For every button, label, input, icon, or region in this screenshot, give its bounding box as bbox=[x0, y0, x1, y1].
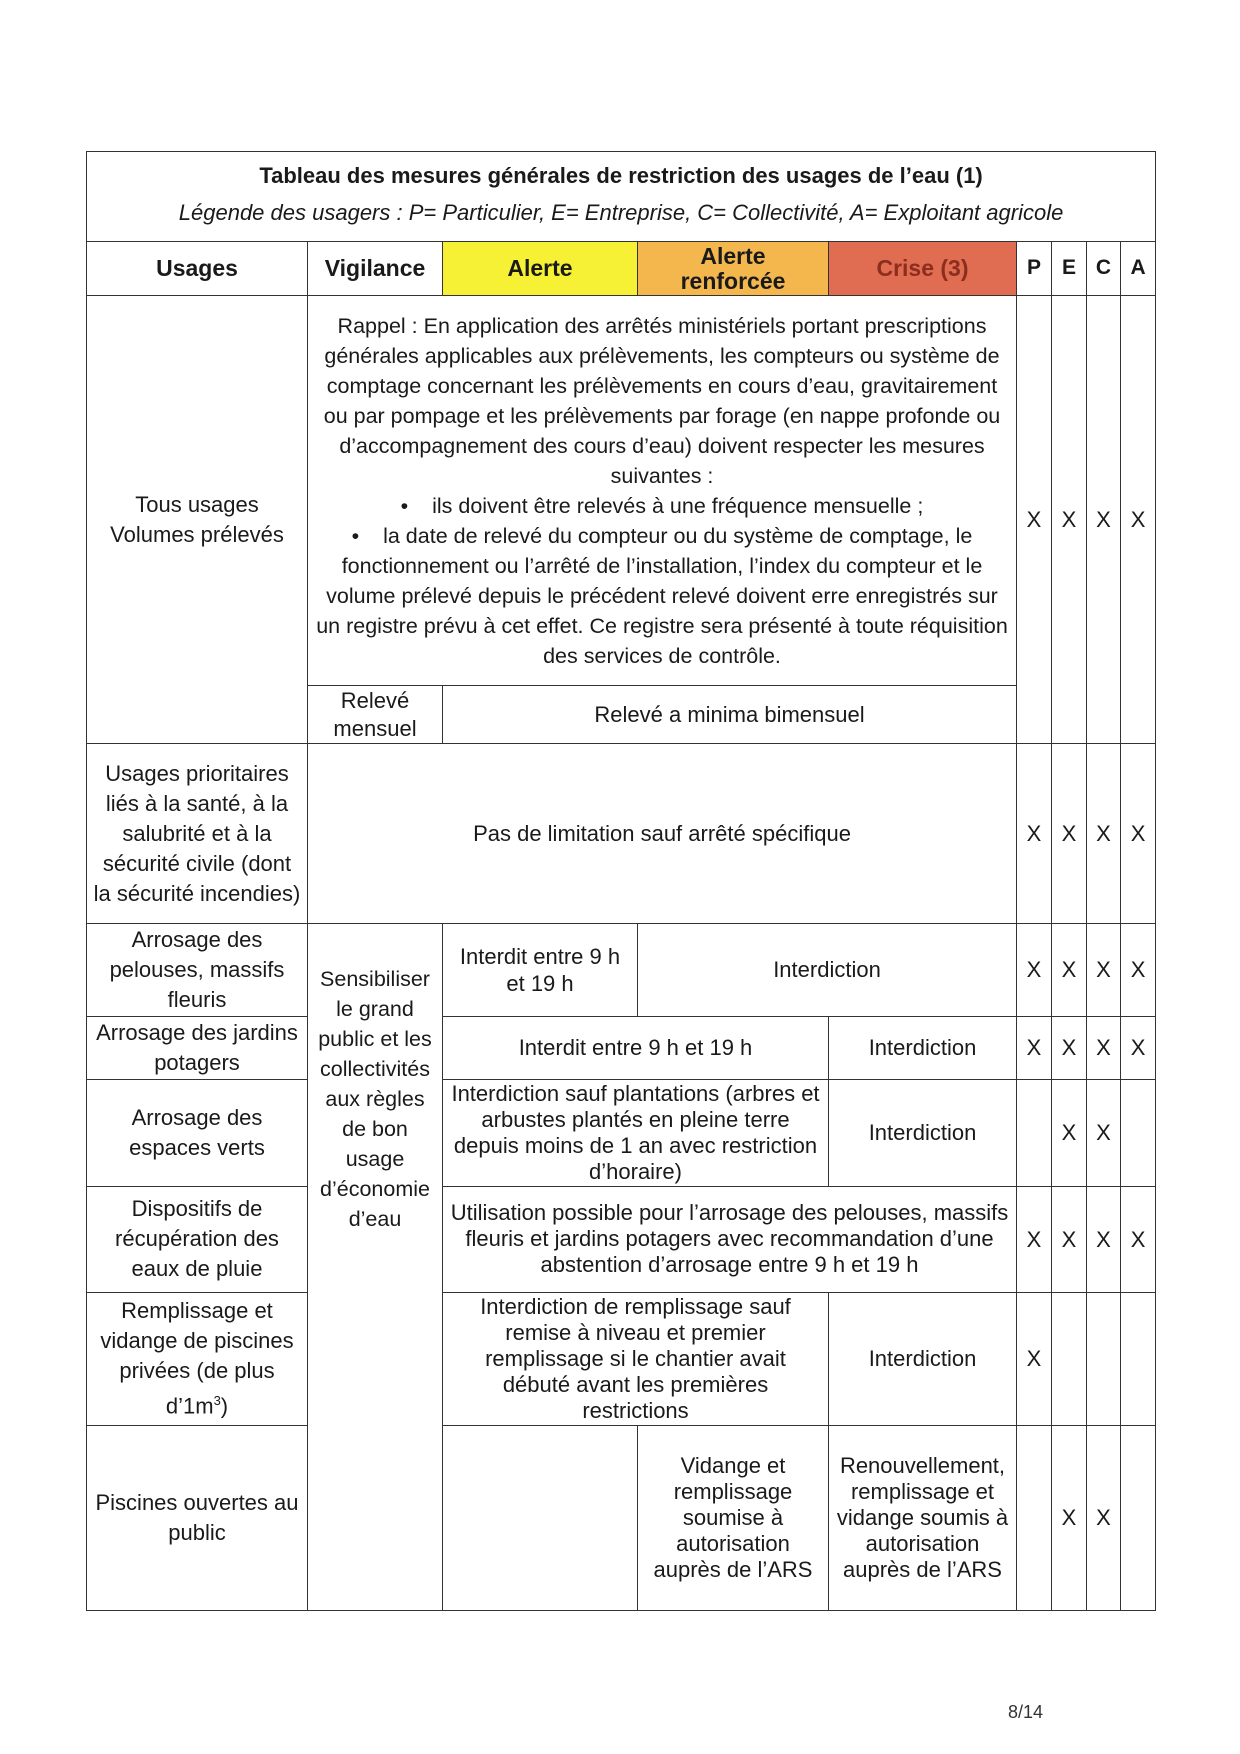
piscines-publiques-renforcee: Vidange et remplissage soumise à autorisation auprès de l’ARS bbox=[638, 1425, 829, 1610]
pluie-a: X bbox=[1121, 1186, 1156, 1292]
piscines-publiques-a bbox=[1121, 1425, 1156, 1610]
usage-eaux-de-pluie: Dispositifs de récupération des eaux de pluie bbox=[87, 1186, 308, 1292]
header-alerte-renforcee bbox=[638, 242, 829, 296]
usage-piscines-privees-end: ) bbox=[220, 1393, 229, 1419]
pelouses-c: X bbox=[1087, 924, 1121, 1017]
piscines-privees-e bbox=[1052, 1292, 1087, 1425]
pelouses-alerte: Interdit entre 9 h et 19 h bbox=[443, 924, 638, 1017]
potagers-a: X bbox=[1121, 1017, 1156, 1080]
usage-pelouses: Arrosage des pelouses, massifs fleuris bbox=[87, 924, 308, 1017]
pelouses-a: X bbox=[1121, 924, 1156, 1017]
tous-usages-p: X bbox=[1017, 296, 1052, 744]
espaces-verts-p bbox=[1017, 1080, 1052, 1187]
espaces-verts-alerte-renforcee: Interdiction sauf plantations (arbres et arbustes plantés en pleine terre depuis moins de 1 an avec restriction d’horaire) bbox=[443, 1080, 829, 1187]
piscines-privees-p: X bbox=[1017, 1292, 1052, 1425]
page-number: 8/14 bbox=[1008, 1702, 1044, 1722]
prioritaires-e: X bbox=[1052, 744, 1087, 924]
potagers-p: X bbox=[1017, 1017, 1052, 1080]
usage-espaces-verts: Arrosage des espaces verts bbox=[87, 1080, 308, 1187]
usage-tous-usages-line2: Volumes prélevés bbox=[110, 521, 284, 547]
usage-potagers: Arrosage des jardins potagers bbox=[87, 1017, 308, 1080]
usage-prioritaires: Usages prioritaires liés à la santé, à la salubrité et à la sécurité civile (dont la sécurité incendies) bbox=[87, 744, 308, 924]
table-legend: Légende des usagers : P= Particulier, E= Entreprise, C= Collectivité, A= Exploitant agricole bbox=[178, 200, 1064, 225]
rappel-bullet-2-text: la date de relevé du compteur ou du système de comptage, le fonctionnement ou l’arrêté de l’installation, l’index du compteur et le volume prélevé depuis le précédent relevé doivent erre enregistrés sur un registre prévu à cet effet. Ce registre sera présenté à toute réquisition des services de contrôle. bbox=[316, 523, 1008, 668]
tous-usages-vigilance: Relevé mensuel bbox=[308, 686, 443, 744]
rappel-text: Rappel : En application des arrêtés ministériels portant prescriptions générales applicables aux prélèvements, les compteurs ou système de comptage concernant les prélèvements en cours d’eau, gravitairement ou par pompage et les prélèvements par forage (en nappe profonde ou d’accompagnement des cours d’eau) doivent respecter les mesures suivantes : bbox=[323, 313, 1001, 488]
pluie-e: X bbox=[1052, 1186, 1087, 1292]
prioritaires-p: X bbox=[1017, 744, 1052, 924]
header-usages: Usages bbox=[87, 242, 308, 296]
espaces-verts-e: X bbox=[1052, 1080, 1087, 1187]
espaces-verts-c: X bbox=[1087, 1080, 1121, 1187]
header-c: C bbox=[1087, 242, 1121, 296]
potagers-alerte-renforcee: Interdit entre 9 h et 19 h bbox=[443, 1017, 829, 1080]
piscines-publiques-p bbox=[1017, 1425, 1052, 1610]
piscines-privees-a bbox=[1121, 1292, 1156, 1425]
tous-usages-e: X bbox=[1052, 296, 1087, 744]
header-vigilance: Vigilance bbox=[308, 242, 443, 296]
prioritaires-a: X bbox=[1121, 744, 1156, 924]
table-title: Tableau des mesures générales de restriction des usages de l’eau (1) bbox=[259, 162, 983, 188]
header-alerte-renforcee-line2: renforcée bbox=[680, 267, 786, 294]
usage-tous-usages bbox=[87, 296, 308, 744]
rappel-cell bbox=[308, 296, 1017, 686]
piscines-privees-alerte-renforcee: Interdiction de remplissage sauf remise à niveau et premier remplissage si le chantier avait débuté avant les premières restrictions bbox=[443, 1292, 829, 1425]
piscines-publiques-crise: Renouvellement, remplissage et vidange soumis à autorisation auprès de l’ARS bbox=[829, 1425, 1017, 1610]
tous-usages-c: X bbox=[1087, 296, 1121, 744]
header-alerte-renforcee-line1: Alerte bbox=[700, 243, 766, 270]
pelouses-p: X bbox=[1017, 924, 1052, 1017]
vigilance-sensibiliser: Sensibiliser le grand public et les collectivités aux règles de bon usage d’économie d’eau bbox=[308, 924, 443, 1611]
potagers-c: X bbox=[1087, 1017, 1121, 1080]
rappel-bullet-2: • la date de relevé du compteur ou du système de comptage, le fonctionnement ou l’arrêté de l’installation, l’index du compteur et le volume prélevé depuis le précédent relevé doivent erre enregistrés sur un registre prévu à cet effet. Ce registre sera présenté à toute réquisition des services de contrôle. bbox=[316, 523, 1008, 668]
header-p: P bbox=[1017, 242, 1052, 296]
prioritaires-mesure: Pas de limitation sauf arrêté spécifique bbox=[308, 744, 1017, 924]
piscines-publiques-alerte bbox=[443, 1425, 638, 1610]
usage-tous-usages-line1: Tous usages bbox=[135, 491, 259, 517]
pelouses-renforcee-crise: Interdiction bbox=[638, 924, 1017, 1017]
usage-piscines-privees bbox=[87, 1292, 308, 1425]
piscines-privees-c bbox=[1087, 1292, 1121, 1425]
header-a: A bbox=[1121, 242, 1156, 296]
pluie-p: X bbox=[1017, 1186, 1052, 1292]
espaces-verts-a bbox=[1121, 1080, 1156, 1187]
prioritaires-c: X bbox=[1087, 744, 1121, 924]
tous-usages-autres: Relevé a minima bimensuel bbox=[443, 686, 1017, 744]
potagers-crise: Interdiction bbox=[829, 1017, 1017, 1080]
piscines-publiques-e: X bbox=[1052, 1425, 1087, 1610]
usage-piscines-publiques: Piscines ouvertes au public bbox=[87, 1425, 308, 1610]
piscines-privees-crise: Interdiction bbox=[829, 1292, 1017, 1425]
espaces-verts-crise: Interdiction bbox=[829, 1080, 1017, 1187]
pluie-c: X bbox=[1087, 1186, 1121, 1292]
usage-piscines-privees-sup: 3 bbox=[213, 1393, 221, 1409]
rappel-bullet-1: • ils doivent être relevés à une fréquence mensuelle ; bbox=[400, 493, 924, 518]
header-e: E bbox=[1052, 242, 1087, 296]
restriction-table bbox=[86, 151, 1156, 1611]
piscines-publiques-c: X bbox=[1087, 1425, 1121, 1610]
tous-usages-a: X bbox=[1121, 296, 1156, 744]
usage-piscines-privees-text: Remplissage et vidange de piscines privées (de plus d’1m bbox=[100, 1298, 294, 1419]
table-title-cell bbox=[87, 152, 1156, 242]
potagers-e: X bbox=[1052, 1017, 1087, 1080]
pelouses-e: X bbox=[1052, 924, 1087, 1017]
header-crise: Crise (3) bbox=[829, 242, 1017, 296]
pluie-mesure: Utilisation possible pour l’arrosage des pelouses, massifs fleuris et jardins potagers avec recommandation d’une abstention d’arrosage entre 9 h et 19 h bbox=[443, 1186, 1017, 1292]
header-alerte: Alerte bbox=[443, 242, 638, 296]
rappel-bullet-1-text: ils doivent être relevés à une fréquence mensuelle ; bbox=[432, 493, 924, 518]
